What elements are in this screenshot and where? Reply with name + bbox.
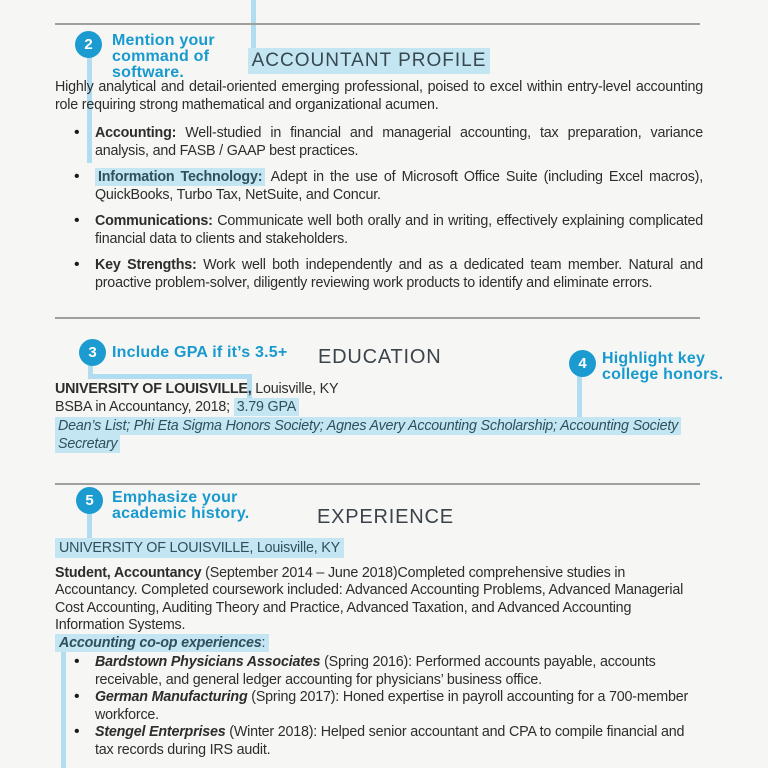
- tip-number-2: 2: [84, 36, 93, 53]
- skill-text: Work well both independently and as a dedicated team member. Natural and proactive problem-solver, diligently reviewing work products to identify and eliminate errors.: [95, 257, 703, 291]
- tip-badge-3-circle: [79, 339, 106, 366]
- coop-heading-line: [55, 635, 703, 653]
- coop-item-stengel: [55, 724, 703, 759]
- tip-number-4: 4: [578, 355, 587, 372]
- section-divider-3: [55, 483, 700, 485]
- skill-label: Key Strengths:: [95, 257, 197, 273]
- honors-text: Dean’s List; Phi Eta Sigma Honors Society; Agnes Avery Accounting Scholarship; Accounting Society Secretary: [55, 417, 681, 453]
- skill-label: Communications:: [95, 213, 213, 229]
- experience-employer-line: [55, 540, 703, 558]
- coop-text: (Spring 2016): Performed accounts payable, accounts receivable, and general ledger accounting for physicians’ business office.: [95, 654, 656, 688]
- coop-item-german-manufacturing: [55, 689, 703, 724]
- gpa-highlight: 3.79 GPA: [234, 398, 299, 416]
- tip-label-4: Highlight key college honors.: [602, 350, 724, 383]
- skill-item-accounting: [55, 125, 703, 160]
- education-university-line: [55, 381, 703, 399]
- skill-item-key-strengths: [55, 257, 703, 292]
- profile-summary: Highly analytical and detail-oriented emerging professional, poised to excel within entry-level accounting role requiring strong mathematical and organizational acumen.: [55, 79, 703, 113]
- tip-number-5: 5: [85, 492, 94, 509]
- skill-text: Adept in the use of Microsoft Office Suite (including Excel macros), QuickBooks, Turbo Tax, NetSuite, and Concur.: [95, 169, 703, 203]
- experience-role-paragraph: [55, 565, 703, 635]
- section-heading-education: EDUCATION: [318, 346, 442, 368]
- coop-experience-list: [55, 654, 703, 759]
- education-degree-line: [55, 399, 703, 417]
- tip-number-3: 3: [88, 344, 97, 361]
- profile-section: [55, 79, 703, 301]
- coop-text: (Winter 2018): Helped senior accountant and CPA to compile financial and tax records during IRS audit.: [95, 724, 685, 758]
- coop-heading-highlight: [55, 634, 269, 652]
- coop-company: Bardstown Physicians Associates: [95, 654, 321, 670]
- employer-highlight: UNIVERSITY OF LOUISVILLE, Louisville, KY: [55, 538, 344, 558]
- tip-badge-2-circle: [75, 31, 102, 58]
- section-divider-1: [55, 23, 700, 25]
- coop-heading-text: Accounting co-op experiences: [59, 634, 262, 651]
- university-location: Louisville, KY: [251, 381, 339, 397]
- skill-label-highlighted: Information Technology:: [95, 168, 265, 186]
- coop-company: Stengel Enterprises: [95, 724, 226, 740]
- experience-entry: [55, 540, 703, 759]
- profile-skill-list: [55, 125, 703, 292]
- tip-label-5: Emphasize your academic history.: [112, 489, 250, 522]
- role-title: Student, Accountancy: [55, 564, 202, 581]
- coop-text: (Spring 2017): Honed expertise in payroll accounting for a 700-member workforce.: [95, 689, 689, 723]
- section-heading-experience: EXPERIENCE: [317, 506, 454, 528]
- tip-label-3: Include GPA if it’s 3.5+: [112, 344, 288, 361]
- skill-text: Communicate well both orally and in writing, effectively explaining complicated financial data to clients and stakeholders.: [95, 213, 704, 247]
- coop-heading-colon: :: [261, 634, 266, 651]
- connector-line-tip3-horizontal: [88, 374, 252, 379]
- degree-text: BSBA in Accountancy, 2018;: [55, 398, 234, 415]
- education-entry: [55, 381, 703, 453]
- coop-company: German Manufacturing: [95, 689, 248, 705]
- tip-label-2: Mention your command of software.: [112, 32, 215, 81]
- skill-label: Accounting:: [95, 125, 177, 141]
- tip-badge-5-circle: [76, 487, 103, 514]
- university-name: UNIVERSITY OF LOUISVILLE,: [55, 381, 252, 397]
- section-divider-2: [55, 317, 700, 319]
- skill-text: Well-studied in financial and managerial accounting, tax preparation, variance analysis, and FASB / GAAP best practices.: [95, 125, 703, 159]
- section-heading-profile: ACCOUNTANT PROFILE: [248, 48, 490, 74]
- skill-item-communications: [55, 213, 703, 248]
- role-description: (September 2014 – June 2018)Completed comprehensive studies in Accountancy. Completed coursework included: Advanced Accounting Problems, Advanced Managerial Cost Accounting, Auditing Theory and Practice, Advanced Taxation, and Advanced Accounting Information Systems.: [55, 564, 684, 633]
- coop-item-bardstown: [55, 654, 703, 689]
- education-honors-line: [55, 418, 703, 453]
- skill-item-information-technology: [55, 169, 703, 204]
- tip-badge-4-circle: [569, 350, 596, 377]
